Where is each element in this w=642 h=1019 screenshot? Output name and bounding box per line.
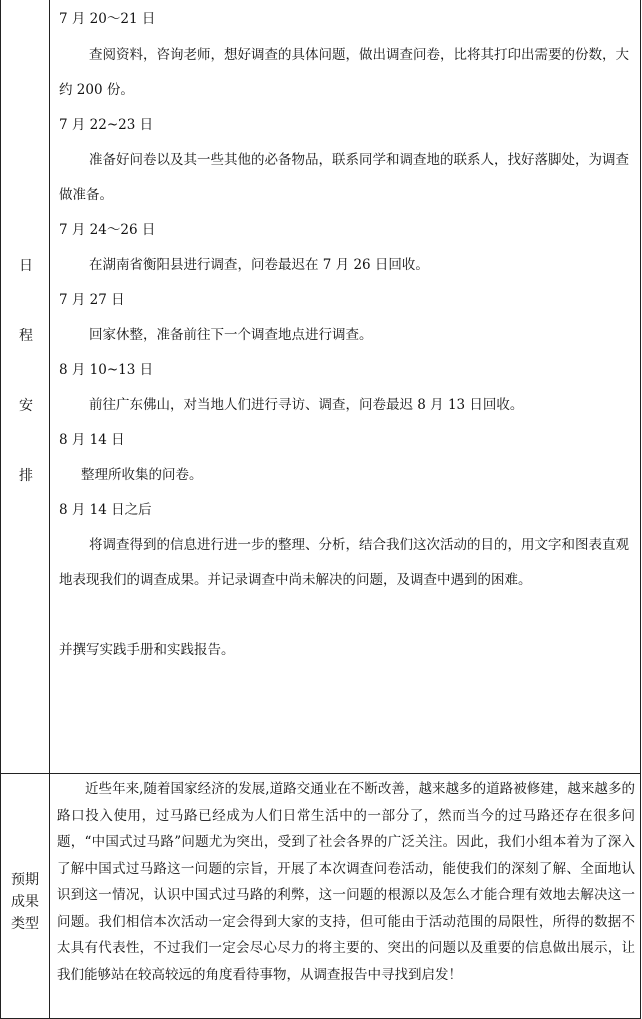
schedule-text: 前往广东佛山，对当地人们进行寻访、调查，问卷最迟 8 月 13 日回收。	[89, 397, 524, 413]
schedule-text: 整理所收集的问卷。	[81, 467, 203, 483]
expected-label-line: 预期	[11, 872, 39, 888]
schedule-text: 回家休整，准备前往下一个调查地点进行调查。	[89, 327, 373, 343]
schedule-label-char: 程	[19, 328, 33, 344]
expected-label-line: 类型	[11, 916, 39, 932]
schedule-date: 8 月 10~13 日	[59, 362, 154, 378]
schedule-label-char: 排	[19, 468, 33, 484]
row-divider	[0, 773, 641, 774]
expected-label-line: 成果	[11, 894, 39, 910]
schedule-text: 在湖南省衡阳县进行调查，问卷最迟在 7 月 26 日回收。	[89, 257, 429, 273]
schedule-label-char: 日	[19, 258, 33, 274]
schedule-closing: 并撰写实践手册和实践报告。	[59, 642, 235, 658]
schedule-text: 准备好问卷以及其一些其他的必备物品，联系同学和调查地的联系人，找好落脚处，为调查做准备。	[59, 152, 629, 203]
schedule-date: 8 月 14 日	[59, 432, 125, 448]
table-border-right	[640, 0, 641, 1019]
schedule-date: 7 月 27 日	[59, 292, 125, 308]
schedule-date: 8 月 14 日之后	[59, 502, 152, 518]
column-divider	[49, 0, 50, 1019]
schedule-date: 7 月 22~23 日	[59, 117, 154, 133]
schedule-text: 查阅资料，咨询老师，想好调查的具体问题，做出调查问卷，比将其打印出需要的份数，大约 200 份。	[59, 47, 629, 98]
schedule-date: 7 月 24～26 日	[59, 222, 156, 238]
schedule-text: 将调查得到的信息进行进一步的整理、分析，结合我们这次活动的目的，用文字和图表直观地表现我们的调查成果。并记录调查中尚未解决的问题，及调查中遇到的困难。	[59, 537, 629, 588]
schedule-date: 7 月 20～21 日	[59, 11, 156, 27]
schedule-label-char: 安	[19, 398, 33, 414]
expected-outcome-text: 近些年来,随着国家经济的发展,道路交通业在不断改善，越来越多的道路被修建，越来越多的路口投入使用，过马路已经成为人们日常生活中的一部分了，然而当今的过马路还存在很多问题，“中国式过马路”问题尤为突出，受到了社会各界的广泛关注。因此，我们小组本着为了深入了解中国式过马路这一问题的宗旨，开展了本次调查问卷活动，能使我们的深刻了解、全面地认识到这一情况，认识中国式过马路的利弊，这一问题的根源以及怎么才能合理有效地去解决这一问题。我们相信本次活动一定会得到大家的支持，但可能由于活动范围的局限性，所得的数据不太具有代表性，不过我们一定会尽心尽力的将主要的、突出的问题以及重要的信息做出展示，让我们能够站在较高较远的角度看待事物，从调查报告中寻找到启发！	[57, 781, 635, 983]
table-border-left	[0, 0, 1, 1019]
